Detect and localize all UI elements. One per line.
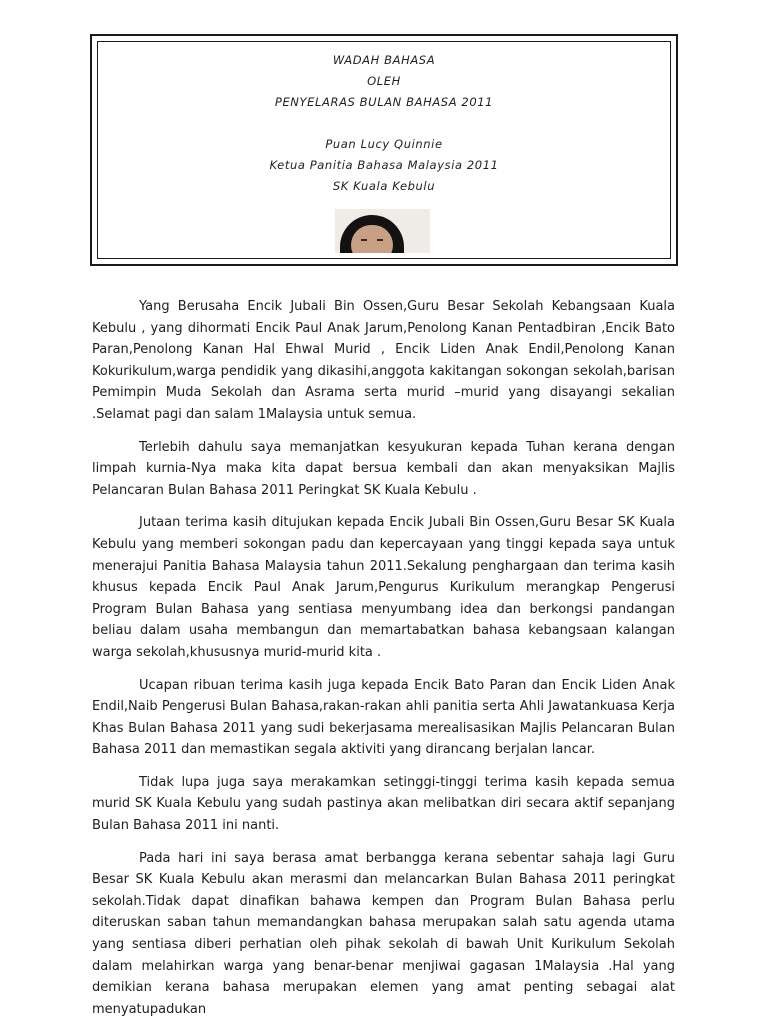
paragraph-thanks-committee: Ucapan ribuan terima kasih juga kepada Encik Bato Paran dan Encik Liden Anak Endil,Naib Pengerusi Bulan Bahasa,rakan-rakan ahli panitia serta Ahli Jawatankuasa Kerja Khas Bulan Bahasa 2011 yang sudi bekerjasama merealisasikan Majlis Pelancaran Bulan Bahasa 2011 dan memastikan segala aktiviti yang dirancang berjalan lancar. [92,677,675,758]
paragraph-launch: Pada hari ini saya berasa amat berbangga kerana sebentar sahaja lagi Guru Besar SK Kuala Kebulu akan merasmi dan melancarkan Bulan Bahasa 2011 peringkat sekolah.Tidak dapat dinafikan bahawa kempen dan Program Bulan Bahasa perlu diteruskan saban tahun memandangkan bahasa merupakan salah satu agenda utama yang sentiasa diberi perhatian oleh pihak sekolah di bawah Unit Kurikulum Sekolah dalam melahirkan warga yang benar-benar menjiwai gagasan 1Malaysia .Hal yang demikian kerana bahasa merupakan elemen yang amat penting sebagai alat menyatupadukan [92,850,675,1017]
header-box [90,34,678,266]
photo-eye-right [377,239,383,241]
author-photo [335,209,430,253]
header-by: OLEH [367,74,401,88]
speech-body [92,296,675,1031]
paragraph-gratitude: Terlebih dahulu saya memanjatkan kesyukuran kepada Tuhan kerana dengan limpah kurnia-Nya maka kita dapat bersua kembali dan akan menyaksikan Majlis Pelancaran Bulan Bahasa 2011 Peringkat SK Kuala Kebulu . [92,439,675,498]
paragraph-thanks-headmaster: Jutaan terima kasih ditujukan kepada Encik Jubali Bin Ossen,Guru Besar SK Kuala Kebulu yang memberi sokongan padu dan kepercayaan yang tinggi kepada saya untuk menerajui Panitia Bahasa Malaysia tahun 2011.Sekalung penghargaan dan terima kasih khusus kepada Encik Paul Anak Jarum,Pengurus Kurikulum merangkap Pengerusi Program Bulan Bahasa yang sentiasa menyumbang idea dan berkongsi pandangan beliau dalam usaha membangun dan memartabatkan bahasa kebangsaan kalangan warga sekolah,khususnya murid-murid kita . [92,515,675,660]
header-lines [92,50,676,197]
school-name: SK Kuala Kebulu [332,179,436,193]
paragraph-greeting: Yang Berusaha Encik Jubali Bin Ossen,Guru Besar Sekolah Kebangsaan Kuala Kebulu , yang dihormati Encik Paul Anak Jarum,Penolong Kanan Pentadbiran ,Encik Bato Paran,Penolong Kanan Hal Ehwal Murid , Encik Liden Anak Endil,Penolong Kanan Kokurikulum,warga pendidik yang dikasihi,anggota kakitangan sokongan sekolah,barisan Pemimpin Muda Sekolah dan Asrama serta murid –murid yang disayangi sekalian .Selamat pagi dan salam 1Malaysia untuk semua. [92,299,675,422]
author-position: Ketua Panitia Bahasa Malaysia 2011 [269,158,499,172]
header-title: WADAH BAHASA [332,53,436,67]
photo-eye-left [361,239,367,241]
paragraph-thanks-students: Tidak lupa juga saya merakamkan setinggi-tinggi terima kasih kepada semua murid SK Kuala Kebulu yang sudah pastinya akan melibatkan diri secara aktif sepanjang Bulan Bahasa 2011 ini nanti. [92,774,675,834]
header-role: PENYELARAS BULAN BAHASA 2011 [274,95,494,109]
author-name: Puan Lucy Quinnie [325,137,443,151]
header-spacer [92,113,676,134]
